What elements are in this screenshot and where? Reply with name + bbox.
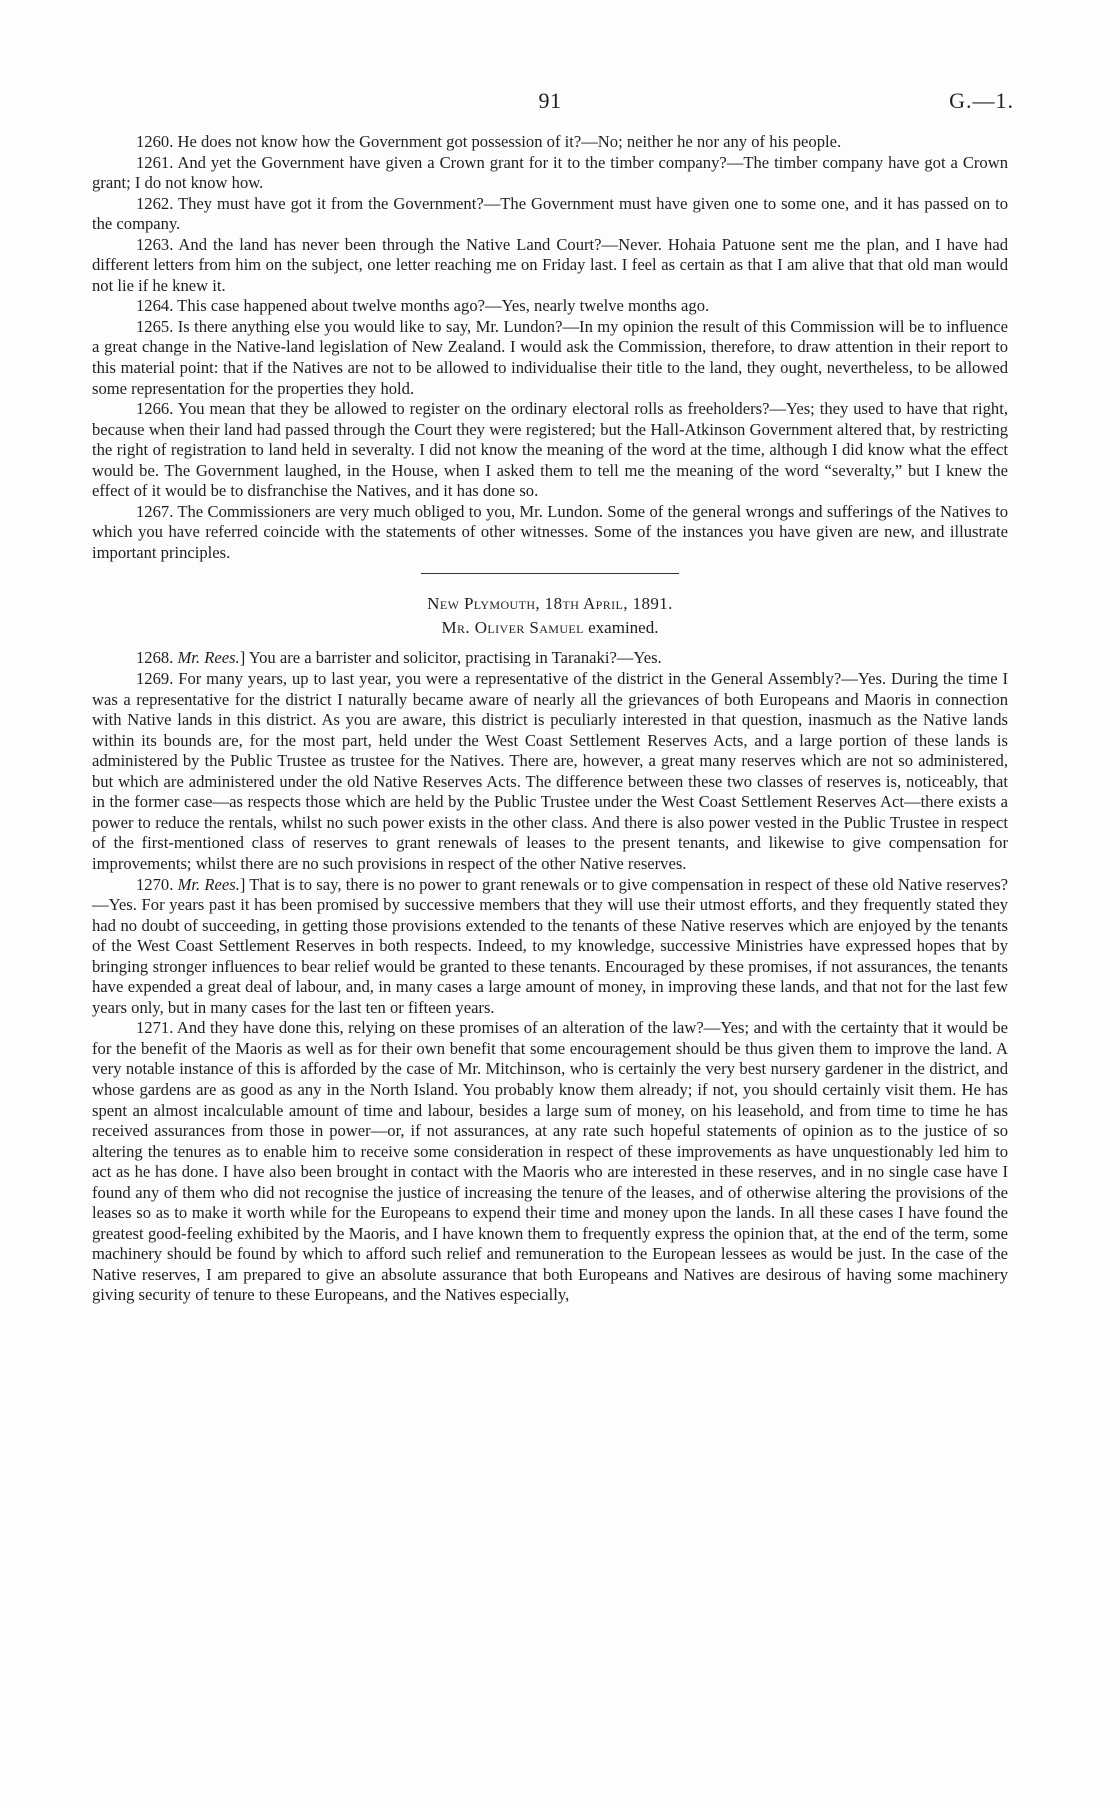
witness-examined: examined. [583,618,659,638]
paragraph-1263: 1263. And the land has never been through the Native Land Court?—Never. Hohaia Patuone sent me the plan, and I have had different letters from him on the subject, one letter reaching me on Friday last. I feel as certain as that I am alive that that old man would not lie if he knew it. [92,234,1008,295]
heading-spacer [92,640,1008,648]
document-reference: G.—1. [949,88,1014,113]
paragraph-1267: 1267. The Commissioners are very much obliged to you, Mr. Lundon. Some of the general wrongs and sufferings of the Natives to which you have referred coincide with the statements of other witnesses. Some of the instances you have given are new, and illustrate important principles. [92,501,1008,562]
witness-name: Mr. Oliver Samuel [441,618,584,638]
question-number: 1268. [136,648,178,668]
speaker-name: Mr. Rees. [177,648,240,668]
page-number: 91 [538,88,562,113]
place-date-heading: New Plymouth, 18th April, 1891. [427,594,673,614]
paragraph-1262: 1262. They must have got it from the Government?—The Government must have given one to some one, and it has passed on to the company. [92,193,1008,234]
paragraph-1269: 1269. For many years, up to last year, you were a representative of the district in the General Assembly?—Yes. During the time I was a representative for the district I naturally became aware of nearly all the grievances of both Europeans and Maoris in connection with Native lands in this district. As you are aware, this district is peculiarly interested in that question, inasmuch as the Native lands within its bounds are, for the most part, held under the West Coast Settlement Reserves Acts, and a large portion of these lands is administered by the Public Trustee as trustee for the Natives. There are, however, a great many reserves which are not so administered, but which are administered under the old Native Reserves Acts. The difference between these two classes of reserves is, noticeably, that in the former case—as respects those which are held by the Public Trustee under the West Coast Settlement Reserves Act—there exists a power to reduce the rentals, whilst no such power exists in the other class. And there is also power vested in the Public Trustee in respect of the first-mentioned class of reserves to grant renewals of leases to the present tenants, and likewise to give compensation for improvements; whilst there are no such provisions in respect of the other Native reserves. [92,669,1008,873]
paragraph-text: ] You are a barrister and solicitor, practising in Taranaki?—Yes. [239,648,662,668]
paragraph-1271: 1271. And they have done this, relying on these promises of an alteration of the law?—Yes; and with the certainty that it would be for the benefit of the Maoris as well as for their own benefit that some encouragement should be thus given them to improve the land. A very notable instance of this is afforded by the case of Mr. Mitchinson, who is certainly the very best nursery gardener in the district, and whose gardens are as good as any in the North Island. You probably know them already; if not, you should certainly visit them. He has spent an almost incalculable amount of time and labour, besides a large sum of money, on his leasehold, and from time to time he has received assurances from those in power—or, if not assurances, at any rate such hopeful statements of opinion as to the justice of so altering the tenures as to enable him to receive some consideration in respect of these improvements as have unquestionably led him to act as he has done. I have also been brought in contact with the Maoris who are interested in these reserves, and in no single case have I found any of them who did not recognise the justice of increasing the tenure of the leases, and of otherwise altering the provisions of the leases so as to make it worth while for the Europeans to expend their time and money upon the lands. In all these cases I have found the greatest good-feeling exhibited by the Maoris, and I have known them to frequently express the opinion that, at the end of the term, some machinery should be found by which to afford such relief and remuneration to the European lessees as would be just. In the case of the Native reserves, I am prepared to give an absolute assurance that both Europeans and Natives are desirous of having some machinery giving security of tenure to these Europeans, and the Natives especially, [92,1018,1008,1305]
witness-heading [92,616,1008,640]
paragraph-1266: 1266. You mean that they be allowed to register on the ordinary electoral rolls as freeholders?—Yes; they used to have that right, because when their land had passed through the Court they were registered; but the Hall-Atkinson Government altered that, by restricting the right of registration to land held in severalty. I did not know the meaning of the word at the time, although I did know what the effect would be. The Government laughed, in the House, when I asked them to tell me the meaning of the word “severalty,” but I knew the effect of it would be to disfranchise the Natives, and it has done so. [92,399,1008,501]
section-divider [421,573,679,574]
speaker-name: Mr. Rees. [177,874,240,894]
paragraph-1260: 1260. He does not know how the Government got possession of it?—No; neither he nor any of his people. [136,132,842,151]
question-number: 1270. [136,874,178,894]
paragraph-1268 [92,648,1008,669]
paragraph-1264: 1264. This case happened about twelve months ago?—Yes, nearly twelve months ago. [136,296,710,316]
section-heading [92,592,1008,640]
paragraph-1261: 1261. And yet the Government have given a Crown grant for it to the timber company?—The timber company have got a Crown grant; I do not know how. [92,152,1008,193]
testimony-section-lundon [92,132,1008,563]
paragraph-1270 [92,875,1008,1019]
page-header [92,88,1014,132]
paragraph-text: ] That is to say, there is no power to grant renewals or to give compensation in respect of these old Native reserves?—Yes. For years past it has been promised by successive members that they will use their utmost efforts, and they frequently stated they had no doubt of succeeding, in getting those provisions extended to the tenants of these Native reserves which are enjoyed by the tenants of the West Coast Settlement Reserves in both respects. Indeed, to my knowledge, successive Ministries have expressed hopes that by bringing stronger influences to bear relief would be granted to these tenants. Encouraged by these promises, if not assurances, the tenants have expended a great deal of labour, and, in many cases a large amount of money, in improving these lands, and that not for the last few years only, but in many cases for the last ten or fifteen years. [92,874,1009,1017]
paragraph-1265: 1265. Is there anything else you would like to say, Mr. Lundon?—In my opinion the result of this Commission will be to influence a great change in the Native-land legislation of New Zealand. I would ask the Commission, therefore, to draw attention in their report to this material point: that if the Natives are not to be allowed to individualise their title to the land, they ought, nevertheless, to be allowed some representation for the properties they hold. [92,316,1008,398]
testimony-section-samuel [92,648,1008,1306]
